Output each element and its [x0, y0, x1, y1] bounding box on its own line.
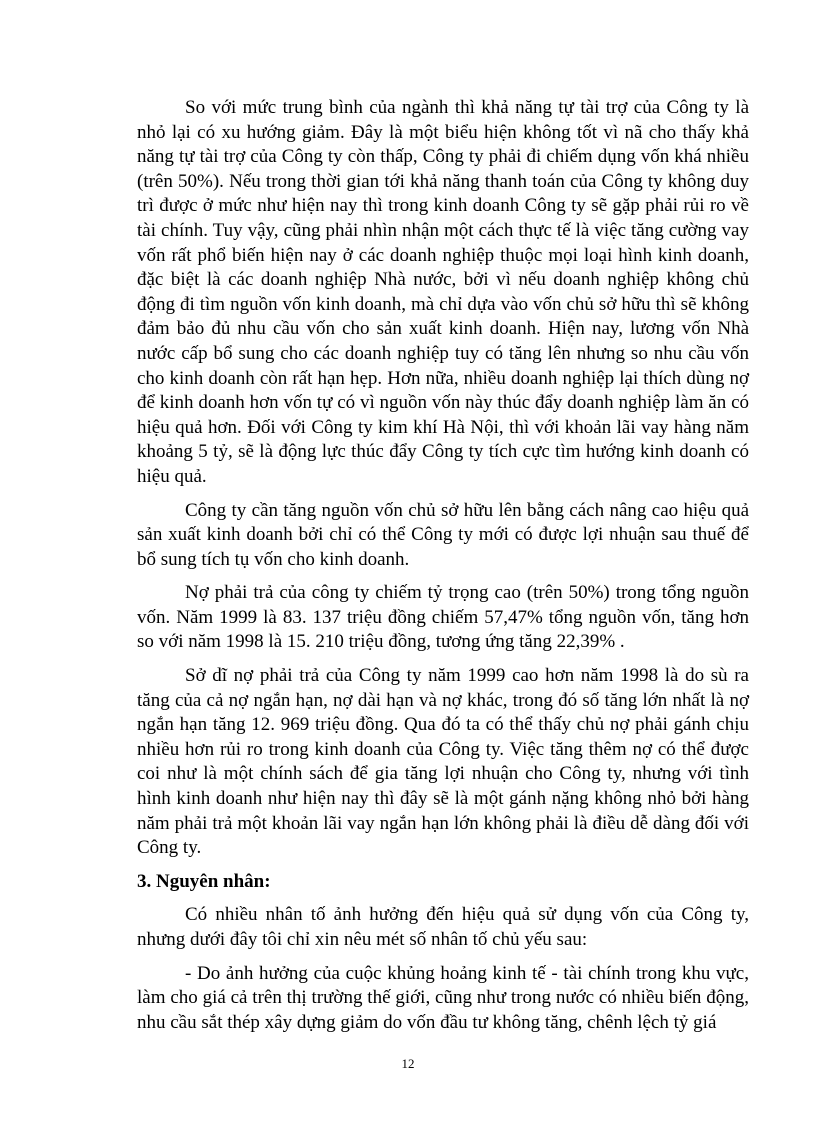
- paragraph-liabilities-share: Nợ phải trả của công ty chiếm tỷ trọng cao (trên 50%) trong tổng nguồn vốn. Năm 1999 là 83. 137 triệu đồng chiếm 57,47% tổng nguồn vốn, tăng hơn so với năm 1998 là 15. 210 triệu đồng, tương ứng tăng 22,39% .: [137, 582, 749, 653]
- paragraph-equity-increase: Công ty cần tăng nguồn vốn chủ sở hữu lên bằng cách nâng cao hiệu quả sản xuất kinh doanh bởi chỉ có thể Công ty mới có được lợi nhuận sau thuế để bổ sung tích tụ vốn cho kinh doanh.: [137, 499, 749, 570]
- paragraph-self-financing: So với mức trung bình của ngành thì khả năng tự tài trợ của Công ty là nhỏ lại có xu hướng giảm. Đây là một biểu hiện không tốt vì nã cho thấy khả năng tự tài trợ của Công ty còn thấp, Công ty phải đi chiếm dụng vốn khá nhiều (trên 50%). Nếu trong thời gian tới khả năng thanh toán của Công ty không duy trì được ở mức như hiện nay thì trong kinh doanh Công ty sẽ gặp phải rủi ro về tài chính. Tuy vậy, cũng phải nhìn nhận một cách thực tế là việc tăng cường vay vốn rất phổ biến hiện nay ở các doanh nghiệp thuộc mọi loại hình kinh doanh, đặc biệt là các doanh nghiệp Nhà nước, bởi vì nếu doanh nghiệp không chủ động đi tìm nguồn vốn kinh doanh, mà chỉ dựa vào vốn chủ sở hữu thì sẽ không đảm bảo đủ nhu cầu vốn cho sản xuất kinh doanh. Hiện nay, lương vốn Nhà nước cấp bổ sung cho các doanh nghiệp tuy có tăng lên nhưng so nhu cầu vốn cho kinh doanh còn rất hạn hẹp. Hơn nữa, nhiều doanh nghiệp lại thích dùng nợ để kinh doanh hơn vốn tự có vì nguồn vốn này thúc đẩy doanh nghiệp làm ăn có hiệu quả hơn. Đối với Công ty kim khí Hà Nội, thì với khoản lãi vay hàng năm khoảng 5 tỷ, sẽ là động lực thúc đẩy Công ty tích cực tìm hướng kinh doanh có hiệu quả.: [137, 97, 749, 487]
- paragraph-factors-intro: Có nhiều nhân tố ảnh hưởng đến hiệu quả sử dụng vốn của Công ty, nhưng dưới đây tôi chỉ xin nêu mét số nhân tố chủ yếu sau:: [137, 904, 749, 950]
- paragraph-liabilities-reason: Sở dĩ nợ phải trả của Công ty năm 1999 cao hơn năm 1998 là do sù ra tăng của cả nợ ngắn hạn, nợ dài hạn và nợ khác, trong đó số tăng lớn nhất là nợ ngắn hạn tăng 12. 969 triệu đồng. Qua đó ta có thể thấy chủ nợ phải gánh chịu nhiều hơn rủi ro trong kinh doanh của Công ty. Việc tăng thêm nợ có thể được coi như là một chính sách để gia tăng lợi nhuận cho Công ty, nhưng với tình hình kinh doanh như hiện nay thì đây sẽ là một gánh nặng không nhỏ bởi hàng năm phải trả một khoản lãi vay ngắn hạn lớn không phải là điều dễ dàng đối với Công ty.: [137, 665, 749, 859]
- page-number: 12: [401, 1056, 415, 1071]
- paragraph-factor-crisis: - Do ảnh hưởng của cuộc khủng hoảng kinh tế - tài chính trong khu vực, làm cho giá cả trên thị trường thế giới, cũng như trong nước có nhiều biến động, nhu cầu sắt thép xây dựng giảm do vốn đầu tư không tăng, chênh lệch tỷ giá: [137, 962, 749, 1033]
- body-text: [137, 96, 749, 1044]
- section-heading: 3. Nguyên nhân:: [137, 870, 271, 892]
